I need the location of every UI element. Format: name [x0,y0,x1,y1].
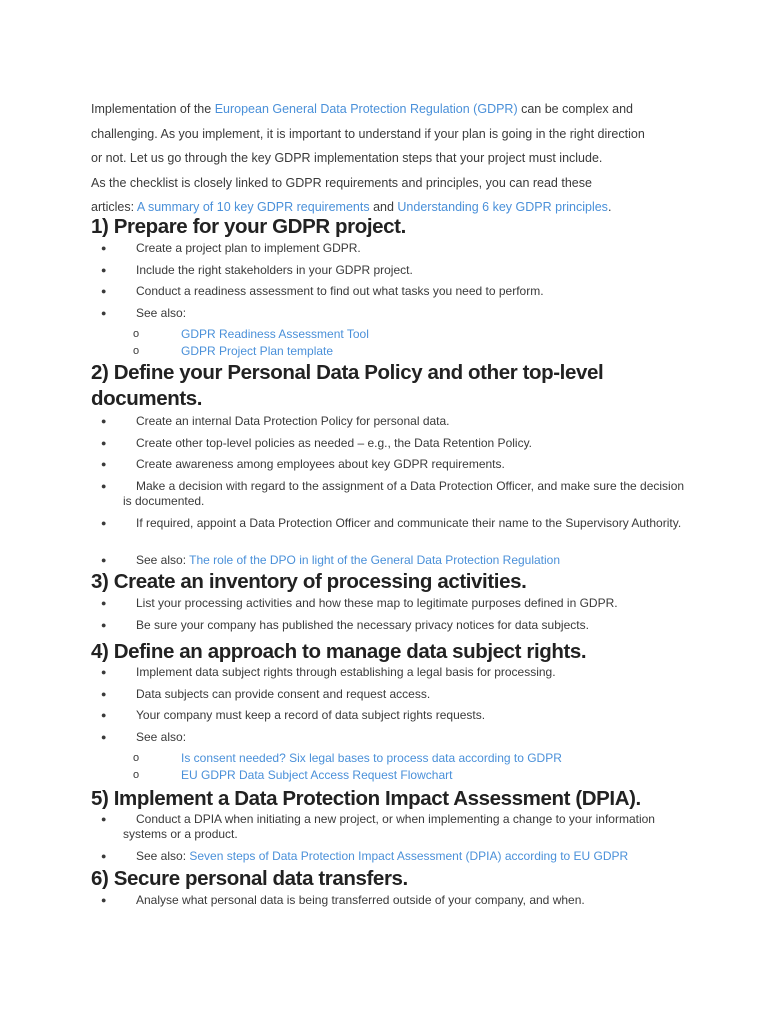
dpo-role-link[interactable]: The role of the DPO in light of the General Data Protection Regulation [189,552,561,567]
list-item: ● Create awareness among employees about key GDPR requirements. [101,457,505,471]
dpia-steps-link[interactable]: Seven steps of Data Protection Impact Assessment (DPIA) according to EU GDPR [189,849,629,863]
section-6-heading: 6) Secure personal data transfers. [91,867,408,890]
list-item: ● Create a project plan to implement GDPR. [101,241,361,255]
project-plan-link[interactable]: GDPR Project Plan template [181,343,334,358]
dsar-flowchart-link[interactable]: EU GDPR Data Subject Access Request Flowchart [181,767,453,782]
list-item: ● Create other top-level policies as needed – e.g., the Data Retention Policy. [101,435,533,450]
gdpr-link[interactable]: European General Data Protection Regulation (GDPR) [214,102,518,116]
sub-list-item: o EU GDPR Data Subject Access Request Flowchart [91,767,691,784]
list-item: ● Conduct a DPIA when initiating a new project, or when implementing a change to your information systems or a product. [101,812,655,841]
section-2-list [91,414,691,568]
intro-line-1: Implementation of the European General Data Protection Regulation (GDPR) can be complex and [91,102,633,116]
sub-list-item: o GDPR Readiness Assessment Tool [91,326,691,343]
see-also-list [91,326,691,360]
list-item: ● Implement data subject rights through establishing a legal basis for processing. [101,665,556,679]
sub-list-item: o GDPR Project Plan template [91,343,691,360]
list-item: ● List your processing activities and how these map to legitimate purposes defined in GDPR. [101,596,618,610]
list-item: ● See also: o GDPR Readiness Assessment Tool o GDPR Project Plan template [91,306,691,360]
list-item: ● If required, appoint a Data Protection Officer and communicate their name to the Supervisory Authority. [101,515,682,530]
section-2-heading: 2) Define your Personal Data Policy and other top-level documents. [91,361,604,410]
list-item: ● Conduct a readiness assessment to find out what tasks you need to perform. [101,284,544,298]
list-item: ● Be sure your company has published the necessary privacy notices for data subjects. [101,617,589,632]
intro-paragraph [91,97,691,220]
readiness-tool-link[interactable]: GDPR Readiness Assessment Tool [181,326,369,341]
list-item: ● Analyse what personal data is being transferred outside of your company, and when. [101,893,585,907]
section-4-list [91,665,691,784]
list-item: ● See also: o Is consent needed? Six legal bases to process data according to GDPR o EU GDPR Data Subject Access Request Flowchart [91,730,691,784]
list-item: ● Your company must keep a record of data subject rights requests. [101,708,486,722]
gdpr-requirements-link[interactable]: A summary of 10 key GDPR requirements [136,200,370,214]
intro-line-4: As the checklist is closely linked to GDPR requirements and principles, you can read these [91,175,592,190]
intro-line-5: articles: A summary of 10 key GDPR requirements and Understanding 6 key GDPR principles. [91,200,612,214]
list-item: ● Include the right stakeholders in your GDPR project. [101,262,413,277]
section-3-list [91,596,691,633]
intro-line-3: or not. Let us go through the key GDPR implementation steps that your project must include. [91,151,603,165]
section-1-list [91,241,691,360]
intro-line-2: challenging. As you implement, it is important to understand if your plan is going in the right direction [91,126,645,141]
consent-link[interactable]: Is consent needed? Six legal bases to process data according to GDPR [181,750,562,765]
see-also-list [91,750,691,784]
section-6-list [91,893,691,908]
list-item: ● Make a decision with regard to the assignment of a Data Protection Officer, and make sure the decision is documented. [101,478,685,508]
list-item: ● Data subjects can provide consent and request access. [101,686,431,701]
list-item: ● See also: The role of the DPO in light of the General Data Protection Regulation [101,552,561,567]
section-4-heading: 4) Define an approach to manage data subject rights. [91,640,587,663]
gdpr-principles-link[interactable]: Understanding 6 key GDPR principles [397,200,608,214]
section-3-heading: 3) Create an inventory of processing activities. [91,570,527,593]
section-1-heading: 1) Prepare for your GDPR project. [91,215,406,238]
section-5-heading: 5) Implement a Data Protection Impact Assessment (DPIA). [91,787,641,810]
sub-list-item: o Is consent needed? Six legal bases to process data according to GDPR [91,750,691,767]
list-item: ● See also: Seven steps of Data Protection Impact Assessment (DPIA) according to EU GDPR [101,849,629,863]
list-item: ● Create an internal Data Protection Policy for personal data. [101,414,450,428]
section-5-list [91,812,691,864]
